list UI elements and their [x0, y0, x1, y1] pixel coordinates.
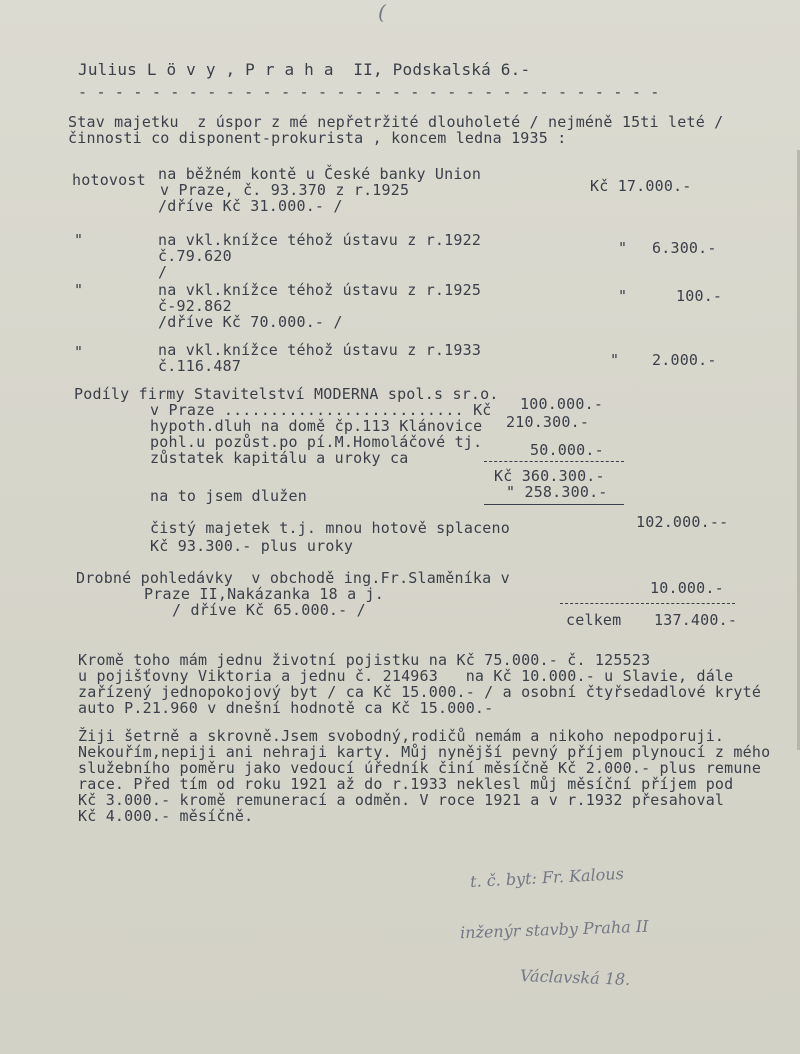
claims-amount: 10.000.-: [650, 579, 724, 597]
insurance-line-3: zařízený jednopokojový byt / ca Kč 15.000.- / a osobní čtyřsedadlové kryté: [78, 683, 762, 701]
cash-row1-amount: Kč 17.000.-: [590, 177, 692, 195]
shares-net-line-2: Kč 93.300.- plus uroky: [150, 537, 354, 555]
shares-sum-amount: Kč 360.300.-: [494, 467, 605, 485]
cash-row1-text1: na běžném kontě u České banky Union: [158, 165, 482, 183]
cash-row3-text2: č-92.862: [158, 297, 232, 315]
shares-debt-amount: " 258.300.-: [506, 483, 608, 501]
living-line-6: Kč 4.000.- měsíčně.: [78, 807, 254, 825]
header-dashes: - - - - - - - - - - - - - - - - - - - - - - - - - - - - - - - -: [78, 83, 660, 101]
living-line-2: Nekouřím,nepiji ani nehraji karty. Můj nynější pevný příjem plynoucí z mého: [78, 743, 771, 761]
cash-row2-amount: 6.300.-: [652, 239, 717, 257]
claims-total-amount: 137.400.-: [654, 611, 738, 629]
handwritten-note-2: inženýr stavby Praha II: [459, 916, 649, 943]
shares-line-3-amount: 210.300.-: [506, 413, 590, 431]
intro-line-2: činnosti co disponent-prokurista , koncem ledna 1935 :: [68, 129, 567, 147]
cash-row4-amount: 2.000.-: [652, 351, 717, 369]
shares-net-line-1: čistý majetek t.j. mnou hotově splaceno: [150, 519, 510, 537]
sum-rule: [484, 461, 624, 462]
ditto-mark: ": [618, 287, 628, 305]
living-line-1: Žiji šetrně a skrovně.Jsem svobodný,rodičů nemám a nikoho nepodporuji.: [78, 727, 725, 745]
debt-rule: [484, 504, 624, 505]
ditto-mark: ": [74, 343, 84, 361]
cash-row3-text1: na vkl.knížce téhož ústavu z r.1925: [158, 281, 482, 299]
cash-row2-text2: č.79.620: [158, 247, 232, 265]
cash-row3-text3: /dříve Kč 70.000.- /: [158, 313, 343, 331]
handwritten-note-3: Václavská 18.: [519, 966, 631, 989]
cash-row2-text3: /: [158, 263, 168, 281]
insurance-line-2: u pojišťovny Viktoria a jednu č. 214963 na Kč 10.000.- u Slavie, dále: [78, 667, 734, 685]
cash-row3-amount: 100.-: [676, 287, 723, 305]
shares-line-5-amount: 50.000.-: [530, 441, 604, 459]
insurance-line-4: auto P.21.960 v dnešní hodnotě ca Kč 15.000.-: [78, 699, 494, 717]
header-name-line: Julius L ö v y , P r a h a II, Podskalská 6.-: [78, 60, 531, 79]
shares-line-5: zůstatek kapitálu a uroky ca: [150, 449, 409, 467]
ditto-mark: ": [618, 239, 628, 257]
shares-line-1: Podíly firmy Stavitelství MODERNA spol.s sr.o.: [74, 385, 499, 403]
shares-net-amount: 102.000.--: [636, 513, 729, 531]
living-line-5: Kč 3.000.- kromě remunerací a odměn. V roce 1921 a v r.1932 přesahoval: [78, 791, 725, 809]
shares-line-2-amount: 100.000.-: [520, 395, 604, 413]
insurance-line-1: Kromě toho mám jednu životní pojistku na Kč 75.000.- č. 125523: [78, 651, 651, 669]
living-line-3: služebního poměru jako vedoucí úředník činí měsíčně Kč 2.000.- plus remune: [78, 759, 762, 777]
claims-line-2: Praze II,Nakázanka 18 a j.: [144, 585, 384, 603]
shares-line-2: v Praze .......................... Kč: [150, 401, 492, 419]
top-pencil-mark: (: [378, 0, 386, 24]
cash-row4-text2: č.116.487: [158, 357, 242, 375]
claims-line-3: / dříve Kč 65.000.- /: [172, 601, 366, 619]
cash-row1-text2: v Praze, č. 93.370 z r.1925: [160, 181, 410, 199]
claims-line-1: Drobné pohledávky v obchodě ing.Fr.Slaměníka v: [76, 569, 510, 587]
total-rule: [560, 603, 735, 604]
cash-row2-text1: na vkl.knížce téhož ústavu z r.1922: [158, 231, 482, 249]
ditto-mark: ": [610, 351, 620, 369]
shares-line-3: hypoth.dluh na domě čp.113 Klánovice: [150, 417, 483, 435]
ditto-mark: ": [74, 231, 84, 249]
claims-total-label: celkem: [566, 611, 622, 629]
cash-row1-text3: /dříve Kč 31.000.- /: [158, 197, 343, 215]
shares-debt-label: na to jsem dlužen: [150, 487, 307, 505]
handwritten-note-1: t. č. byt: Fr. Kalous: [469, 863, 625, 892]
living-line-4: race. Před tím od roku 1921 až do r.1933 neklesl můj měsíční příjem pod: [78, 775, 734, 793]
ditto-mark: ": [74, 281, 84, 299]
cash-label: hotovost: [72, 171, 146, 189]
shares-line-4: pohl.u pozůst.po pí.M.Homoláčové tj.: [150, 433, 483, 451]
intro-line-1: Stav majetku z úspor z mé nepřetržité dlouholeté / nejméně 15ti leté /: [68, 113, 724, 131]
cash-row4-text1: na vkl.knížce téhož ústavu z r.1933: [158, 341, 482, 359]
